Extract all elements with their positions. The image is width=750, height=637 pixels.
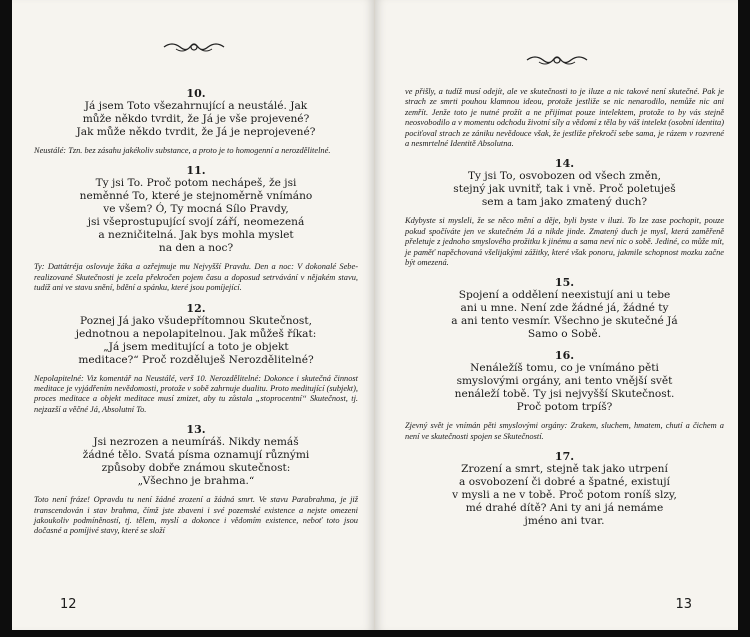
left-text-block: [34, 44, 358, 537]
verse-number: 11.: [186, 164, 206, 178]
verse-number: 12.: [186, 301, 206, 315]
verse-commentary: Nepolapitelné: Viz komentář na Neustálé, verš 10. Nerozdělitelné: Dokonce i skutečná činnost meditace je vyjádřením nevědomosti, protože v sobě zahrnuje dualitu. Proto meditující (subjekt), proces meditace a objekt meditace musí zmizet, aby tu zůstala „stoprocentní“ Skutečnost, tj. nejzazší a věčné Já, Absolutní To.: [34, 373, 358, 414]
verse-number: 17.: [554, 450, 575, 464]
verse-text: Ty jsi To. Proč potom nechápeš, že jsi neměnné To, které je stejnoměrně vnímáno ve všem? Ó, Ty mocná Sílo Pravdy, jsi všeprostupující svojí září, neomezená a nezničitelná. Jak bys mohla myslet na den a noc?: [79, 177, 313, 255]
verse-commentary: Kdybyste si mysleli, že se něco mění a děje, byli byste v iluzi. To lze zase pochopit, pouze pokud spočíváte jen ve skutečném Já a nikde jinde. Zmatený duch je mysl, která zaměřeně přeletuje z jednoho smyslového prožitku k jinému a sama neví nic o sobě. Jediné, co může mít, je paměť napěchovaná všelijakými zážitky, které však ponoru, jakmile schopnost mozku začne být omezená.: [405, 216, 724, 268]
verse-text: Já jsem Toto všezahrnující a neustálé. Jak může někdo tvrdit, že Já je vše projevené? Jak může někdo tvrdit, že Já je neprojevené?: [76, 100, 316, 138]
verse-commentary: Neustálé: Tzn. bez zásahu jakékoliv substance, a proto je to homogenní a nerozdělitelné.: [34, 146, 331, 155]
verse-commentary: Ty: Dattátréja oslovuje žáka a ozřejmuje mu Nejvyšší Pravdu. Den a noc: V dokonalé Sebe-realizované Skutečnosti je zcela překročen pojem času a doposud setrvávání v nějakém stavu, tudíž ani ve stavu snění, bdění a spánku, které jsou pomíjející.: [34, 262, 358, 293]
verse-text: Zrození a smrt, stejně tak jako utrpení a osvobození či dobré a špatné, existují v mysli a ne v tobě. Proč potom roníš slzy, mé drahé dítě? Ani ty ani já nemáme jméno ani tvar.: [452, 463, 677, 528]
verse-text: Nenáležíš tomu, co je vnímáno pěti smyslovými orgány, ani tento vnější svět nenáleží tobě. Ty jsi nejvyšší Skutečnost. Proč potom trpíš?: [454, 362, 675, 414]
ornament-icon: [525, 53, 589, 67]
verse-number: 13.: [186, 423, 206, 437]
page-number: 13: [675, 597, 692, 612]
verse-commentary: Toto není fráze! Opravdu tu není žádné zrození a žádná smrt. Ve stavu Parabrahma, je již transcendován i stav brahma, čímž jste zbaveni i své pozemské existence a nejste omezeni jakoukoliv podmíněností, tj. tělem, myslí a dokonce i vědomím existence, neboť toto jsou dočasné a pomíjivé stavy, které se složí: [34, 495, 358, 536]
verse-commentary: Zjevný svět je vnímán pěti smyslovými orgány: Zrakem, sluchem, hmatem, chutí a čichem a není ve skutečnosti spojen se Skutečností.: [405, 421, 724, 441]
verse-text: Spojení a oddělení neexistují ani u tebe ani u mne. Není zde žádné já, žádné ty a ani tento vesmír. Všechno je skutečné Já Samo o Sobě.: [451, 289, 678, 341]
left-page: [12, 0, 375, 630]
book-spread: [12, 0, 738, 630]
page-number: 12: [60, 597, 77, 612]
continued-commentary: ve přišly, a tudíž musí odejít, ale ve skutečnosti to je iluze a nic takové není skutečné. Pak je strach ze smrti pouhou klamnou ideou, protože jestliže se nic nenarodilo, nemůže nic ani zemřít. Jenže toto je nutné prožít a ne přijímat pouze intelektem, protože to by vás stejně neosvobodilo a v momentu odchodu životní síly a vědomí z těla by váš intelekt (osobní identita) pociťoval strach ze zániku nevědouce však, že jestliže překročí sebe sama, je rázem v rozvrené a nesmrtelné Identitě Absolutna.: [405, 87, 724, 149]
verse-number: 15.: [554, 276, 575, 290]
right-text-block: [405, 87, 724, 528]
verse-text: Jsi nezrozen a neumíráš. Nikdy nemáš žádné tělo. Svatá písma oznamují různými způsoby dobře známou skutečnost: „Všechno je brahma.“: [82, 436, 310, 488]
verse-number: 16.: [554, 349, 575, 363]
verse-text: Ty jsi To, osvobozen od všech změn, stejný jak uvnitř, tak i vně. Proč poletuješ sem a tam jako zmatený duch?: [453, 170, 676, 209]
right-page: [375, 0, 738, 630]
verse-number: 14.: [554, 157, 575, 171]
verse-number: 10.: [186, 87, 206, 100]
verse-text: Poznej Já jako všudepřítomnou Skutečnost, jednotnou a nepolapitelnou. Jak můžeš říkat: „Já jsem meditující a toto je objekt meditace?“ Proč rozděluješ Nerozdělitelné?: [75, 314, 317, 366]
